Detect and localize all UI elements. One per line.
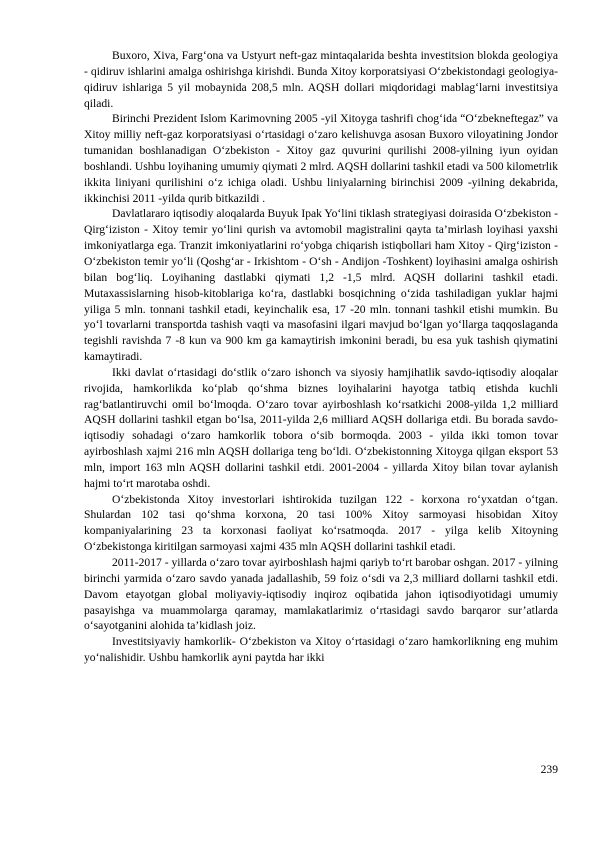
paragraph-6: 2011-2017 - yillarda o‘zaro tovar ayirboshlash hajmi qariyb to‘rt barobar oshgan. 2017 - yilning birinchi yarmida o‘zaro savdo yanada jadallashib, 59 foiz o‘sdi va 2,3 milliard dollarni tashkil etdi. Davom etayotgan global moliyaviy-iqtisodiy inqiroz oqibatida jahon iqtisodiyotidagi umumiy pasayishga va muammolarga qaramay, mamlakatlarimiz o‘rtasidagi savdo barqaror sur’atlarda o‘sayotganini alohida ta’kidlash joiz. [84,556,558,633]
paragraph-7: Investitsiyaviy hamkorlik- O‘zbekiston va Xitoy o‘rtasidagi o‘zaro hamkorlikning eng muhim yo‘nalishidir. Ushbu hamkorlik ayni paytda har ikki [84,635,558,665]
paragraph-4: Ikki davlat o‘rtasidagi do‘stlik o‘zaro ishonch va siyosiy hamjihatlik savdo-iqtisodiy aloqalar rivojida, hamkorlikda ko‘plab qo‘shma biznes loyihalarini hayotga tatbiq etishda kuchli rag‘batlantiruvchi omil bo‘lmoqda. O‘zaro tovar ayirboshlash ko‘rsatkichi 2008-yilda 1,2 milliard AQSH dollarini tashkil etgan bo‘lsa, 2011-yilda 2,6 milliard AQSH dollariga etdi. Bu borada savdo-iqtisodiy sohadagi o‘zaro hamkorlik tobora o‘sib bormoqda. 2003 - yilda ikki tomon tovar ayirboshlash xajmi 216 mln AQSH dollariga teng bo‘ldi. O‘zbekistonning Xitoyga qilgan eksport 53 mln, import 163 mln AQSH dollarini tashkil etdi. 2001-2004 - yillarda Xitoy bilan tovar aylanish hajmi to‘rt marotaba oshdi. [84,365,558,490]
paragraph-3: Davlatlararo iqtisodiy aloqalarda Buyuk Ipak Yo‘lini tiklash strategiyasi doirasida O‘zbekiston - Qirg‘iziston - Xitoy temir yo‘lini qurish va avtomobil magistralini qayta ta’mirlash loyihasi yaxshi imkoniyatlarga ega. Tranzit imkoniyatlarini ro‘yobga chiqarish istiqbollari ham Xitoy - Qirg‘iziston - O‘zbekiston temir yo‘li (Qoshg‘ar - Irkishtom - O‘sh - Andijon -Toshkent) loyihasini amalga oshirish bilan bog‘liq. Loyihaning dastlabki qiymati 1,2 -1,5 mlrd. AQSH dollarini tashkil etadi. Mutaxassislarning hisob-kitoblariga ko‘ra, dastlabki bosqichning o‘zida tashiladigan yuklar hajmi yiliga 5 mln. tonnani tashkil etadi, keyinchalik esa, 17 -20 mln. tonnani tashkil etishi mumkin. Bu yo‘l tovarlarni transportda tashish vaqti va masofasini ilgari mavjud bo‘lgan yo‘llarga taqqoslaganda tegishli ravishda 7 -8 kun va 900 km ga kamaytirish imkonini beradi, bu esa yuk tashish qiymatini kamaytiradi. [84,207,558,364]
paragraph-2: Birinchi Prezident Islom Karimovning 2005 -yil Xitoyga tashrifi chog‘ida “O‘zbekneftegaz” va Xitoy milliy neft-gaz korporatsiyasi o‘rtasidagi o‘zaro kelishuvga asosan Buxoro viloyatining Jondor tumanidan boshlanadigan O‘zbekiston - Xitoy gaz quvurini qurilishi 2008-yilning iyun oyidan boshlandi. Ushbu loyihaning umumiy qiymati 2 mlrd. AQSH dollarini tashkil etadi va 500 kilometrlik ikkita liniyani qurilishini o‘z ichiga oladi. Ushbu liniyalarning birinchisi 2009 -yilning dekabrida, ikkinchisi 2011 -yilda qurib bitkazildi . [84,112,558,205]
paragraph-1: Buxoro, Xiva, Farg‘ona va Ustyurt neft-gaz mintaqalarida beshta investitsion blokda geologiya - qidiruv ishlarini amalga oshirishga kirishdi. Bunda Xitoy korporatsiyasi O‘zbekistondagi geologiya-qidiruv ishlariga 5 yil mobaynida 208,5 mln. AQSH dollari miqdoridagi mablag‘larni investitsiya qiladi. [84,49,558,110]
page-body [84,48,558,666]
page-number: 239 [540,763,558,776]
paragraph-5: O‘zbekistonda Xitoy investorlari ishtirokida tuzilgan 122 - korxona ro‘yxatdan o‘tgan. Shulardan 102 tasi qo‘shma korxona, 20 tasi 100% Xitoy sarmoyasi hisobidan Xitoy kompaniyalarining 23 ta korxonasi faoliyat ko‘rsatmoqda. 2017 - yilga kelib Xitoyning O‘zbekistonga kiritilgan sarmoyasi xajmi 435 mln AQSH dollarini tashkil etadi. [84,492,558,554]
